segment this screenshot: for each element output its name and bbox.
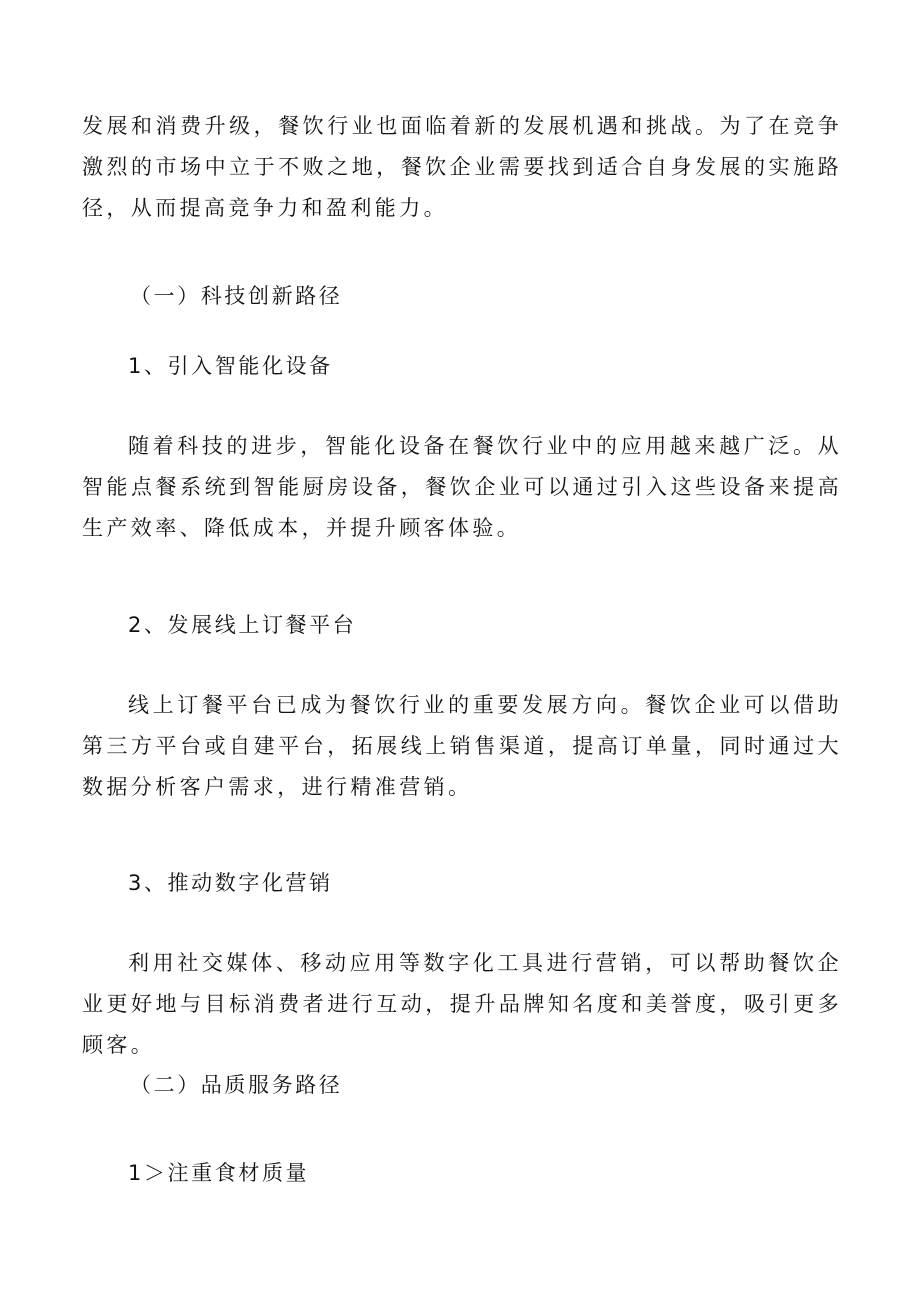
item-title-online-ordering: 2、发展线上订餐平台 [128, 613, 357, 637]
item-title-ingredient-quality: 1＞注重食材质量 [128, 1161, 310, 1185]
section-heading-quality-service: （二）品质服务路径 [130, 1073, 343, 1097]
item-body-digital-marketing: 利用社交媒体、移动应用等数字化工具进行营销，可以帮助餐饮企业更好地与目标消费者进行互动，提升品牌知名度和美誉度，吸引更多顾客。 [82, 951, 842, 1057]
intro-paragraph: 发展和消费升级，餐饮行业也面临着新的发展机遇和挑战。为了在竞争激烈的市场中立于不败之地，餐饮企业需要找到适合自身发展的实施路径，从而提高竞争力和盈利能力。 [82, 114, 842, 220]
item-title-digital-marketing: 3、推动数字化营销 [128, 871, 333, 895]
item-title-smart-equipment: 1、引入智能化设备 [128, 354, 333, 378]
item-body-smart-equipment: 随着科技的进步，智能化设备在餐饮行业中的应用越来越广泛。从智能点餐系统到智能厨房设备，餐饮企业可以通过引入这些设备来提高生产效率、降低成本，并提升顾客体验。 [82, 434, 842, 540]
section-heading-tech-innovation: （一）科技创新路径 [130, 284, 343, 308]
item-body-online-ordering: 线上订餐平台已成为餐饮行业的重要发展方向。餐饮企业可以借助第三方平台或自建平台，拓展线上销售渠道，提高订单量，同时通过大数据分析客户需求，进行精准营销。 [82, 693, 842, 799]
